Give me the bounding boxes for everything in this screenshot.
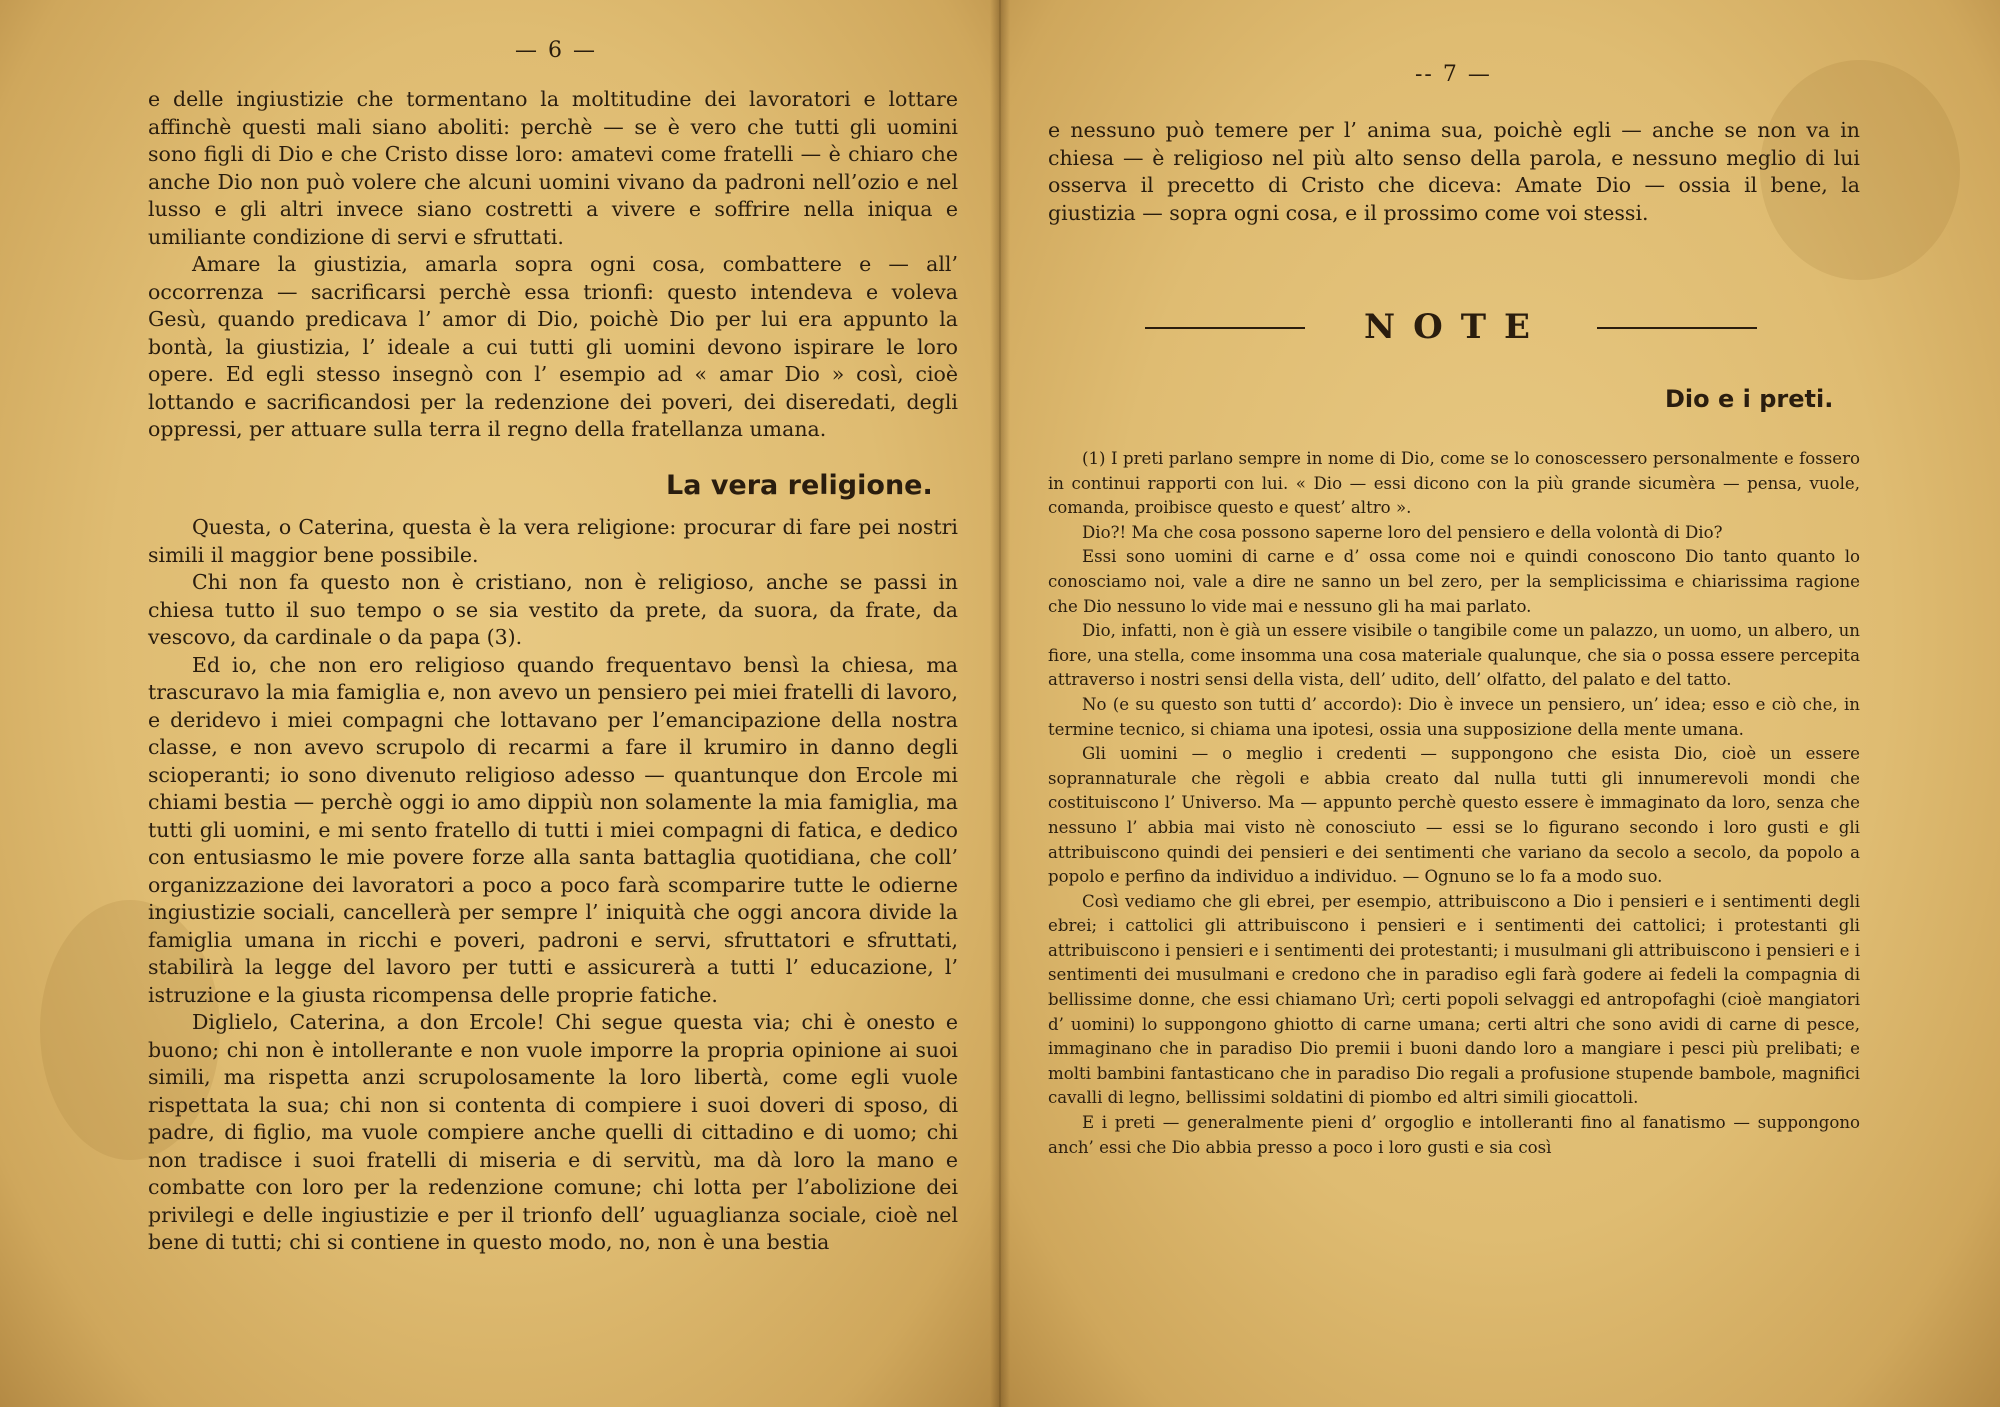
note-rule-right (1597, 327, 1757, 329)
note-title: NOTE (1364, 307, 1548, 347)
section-heading-vera-religione: La vera religione. (666, 470, 933, 501)
note-paragraph: Gli uomini — o meglio i credenti — suppongono che esista Dio, cioè un essere soprannaturale che règoli e abbia creato dal nulla tutti gli innumerevoli mondi che costituiscono l’ Universo. Ma — appunto perchè questo essere è immaginato da loro, senza che nessuno l’ abbia mai visto nè conosciuto — essi se lo figurano secondo i loro gusti e gli attribuiscono quindi dei pensieri e dei sentimenti che variano da secolo a secolo, da popolo a popolo e perfino da individuo a individuo. — Ognuno se lo fa a modo suo. (1048, 744, 1860, 887)
right-column-top (1048, 117, 1860, 227)
note-paragraph: Dio, infatti, non è già un essere visibile o tangibile come un palazzo, un uomo, un albero, un fiore, una stella, come insomma una cosa materiale qualunque, che sia o possa essere percepita attraverso i nostri sensi della vista, dell’ udito, dell’ olfatto, del palato e del tatto. (1048, 621, 1860, 690)
paragraph-vera-religione: Questa, o Caterina, questa è la vera religione: procurar di fare pei nostri simili il maggior bene possibile. (148, 515, 958, 567)
note-paragraph: Dio?! Ma che cosa possono saperne loro del pensiero e della volontà di Dio? (1082, 522, 1723, 542)
section-heading-dio-e-i-preti: Dio e i preti. (1665, 385, 1834, 413)
continuation-paragraph: e nessuno può temere per l’ anima sua, poichè egli — anche se non va in chiesa — è religioso nel più alto senso della parola, e nessuno meglio di lui osserva il precetto di Cristo che diceva: Amate Dio — ossia il bene, la giustizia — sopra ogni cosa, e il prossimo come voi stessi. (1048, 118, 1860, 225)
note-paragraph: No (e su questo son tutti d’ accordo): Dio è invece un pensiero, un’ idea; esso e ciò che, in termine tecnico, si chiama una ipotesi, ossia una supposizione della mente umana. (1048, 694, 1860, 739)
paragraph-diglielo: Diglielo, Caterina, a don Ercole! Chi segue questa via; chi è onesto e buono; chi non è intollerante e non vuole imporre la propria opinione ai suoi simili, ma rispetta anzi scrupolosamente la loro libertà, come egli vuole rispettata la sua; chi non si contenta di compiere i suoi doveri di sposo, di padre, di figlio, ma vuole compiere anche quelli di cittadino e di uomo; chi non tradisce i suoi fratelli di miseria e di servitù, ma dà loro la mano e combatte con loro per la redenzione comune; chi lotta per l’abolizione dei privilegi e delle ingiustizie e per il trionfo dell’ uguaglianza sociale, cioè nel bene di tutti; chi si contiene in questo modo, no, non è una bestia (148, 1010, 958, 1254)
book-gutter (990, 0, 1010, 1407)
intro-paragraph: e delle ingiustizie che tormentano la moltitudine dei lavoratori e lottare affinchè questi mali siano aboliti: perchè — se è vero che tutti gli uomini sono figli di Dio e che Cristo disse loro: amatevi come fratelli — è chiaro che anche Dio non può volere che alcuni uomini vivano da padroni nell’ozio e nel lusso e gli altri invece siano costretti a vivere e soffrire nella iniqua e umiliante condizione di servi e sfruttati. (148, 87, 958, 249)
paragraph-chi-non-fa: Chi non fa questo non è cristiano, non è religioso, anche se passi in chiesa tutto il suo tempo o se sia vestito da prete, da suora, da frate, da vescovo, da cardinale o da papa (3). (148, 570, 958, 649)
note-paragraph: Essi sono uomini di carne e d’ ossa come noi e quindi conoscono Dio tanto quanto lo conosciamo noi, vale a dire ne sanno un bel zero, per la semplicissima e chiarissima ragione che Dio nessuno lo vide mai e nessuno gli ha mai parlato. (1048, 547, 1860, 616)
note-paragraph: Così vediamo che gli ebrei, per esempio, attribuiscono a Dio i pensieri e i sentimenti degli ebrei; i cattolici gli attribuiscono i pensieri e i sentimenti dei cattolici; i protestanti gli attribuiscono i pensieri e i sentimenti dei protestanti; i musulmani gli attribuiscono i pensieri e i sentimenti dei musulmani e credono che in paradiso egli farà godere ai fedeli la compagnia di bellissime donne, che essi chiamano Urì; certi popoli selvaggi ed antropofaghi (cioè mangiatori d’ uomini) lo suppongono ghiotto di carne umana; certi altri che sono avidi di carne di pesce, immaginano che in paradiso Dio premii i buoni dando loro a mangiare i pesci più prelibati; e molti bambini fantasticano che in paradiso Dio regali a profusione stupende bambole, magnifici cavalli di legno, bellissimi soldatini di piombo ed altri simili giocattoli. (1048, 891, 1860, 1108)
left-column-bottom (148, 514, 958, 1257)
left-column-top (148, 86, 958, 444)
notes-column (1048, 447, 1860, 1160)
paragraph-ed-io: Ed io, che non ero religioso quando frequentavo bensì la chiesa, ma trascuravo la mia famiglia e, non avevo un pensiero pei miei fratelli di lavoro, e deridevo i miei compagni che lottavano per l’emancipazione della nostra classe, e non avevo scrupolo di recarmi a fare il krumiro in danno degli scioperanti; io sono divenuto religioso adesso — quantunque don Ercole mi chiami bestia — perchè oggi io amo dippiù non solamente la mia famiglia, ma tutti gli uomini, e mi sento fratello di tutti i miei compagni di fatica, e dedico con entusiasmo le mie povere forze alla santa battaglia quotidiana, che coll’ organizzazione dei lavoratori a poco a poco farà scomparire tutte le odierne ingiustizie sociali, cancellerà per sempre l’ iniquità che oggi ancora divide la famiglia umana in ricchi e poveri, padroni e servi, sfruttatori e sfruttati, stabilirà la legge del lavoro per tutti e assicurerà a tutti l’ educazione, l’ istruzione e la giusta ricompensa delle proprie fatiche. (148, 652, 958, 1007)
note-banner (1145, 307, 1860, 347)
note-paragraph: (1) I preti parlano sempre in nome di Dio, come se lo conoscessero personalmente e fossero in continui rapporti con lui. « Dio — essi dicono con la più grande sicumèra — pensa, vuole, comanda, proibisce questo e quest’ altro ». (1048, 449, 1860, 518)
note-rule-left (1145, 327, 1305, 329)
page-number-left: — 6 — (515, 38, 597, 63)
note-paragraph: E i preti — generalmente pieni d’ orgoglio e intolleranti fino al fanatismo — suppongono anch’ essi che Dio abbia presso a poco i loro gusti e sia così (1048, 1113, 1860, 1157)
page-number-right: -- 7 — (1415, 62, 1492, 87)
paragraph-giustizia: Amare la giustizia, amarla sopra ogni cosa, combattere e — all’ occorrenza — sacrificarsi perchè essa trionfi: questo intendeva e voleva Gesù, quando predicava l’ amor di Dio, poichè Dio per lui era appunto la bontà, la giustizia, l’ ideale a cui tutti gli uomini devono ispirare le loro opere. Ed egli stesso insegnò con l’ esempio ad « amar Dio » così, cioè lottando e sacrificandosi per la redenzione dei poveri, dei diseredati, degli oppressi, per attuare sulla terra il regno della fratellanza umana. (148, 252, 958, 441)
